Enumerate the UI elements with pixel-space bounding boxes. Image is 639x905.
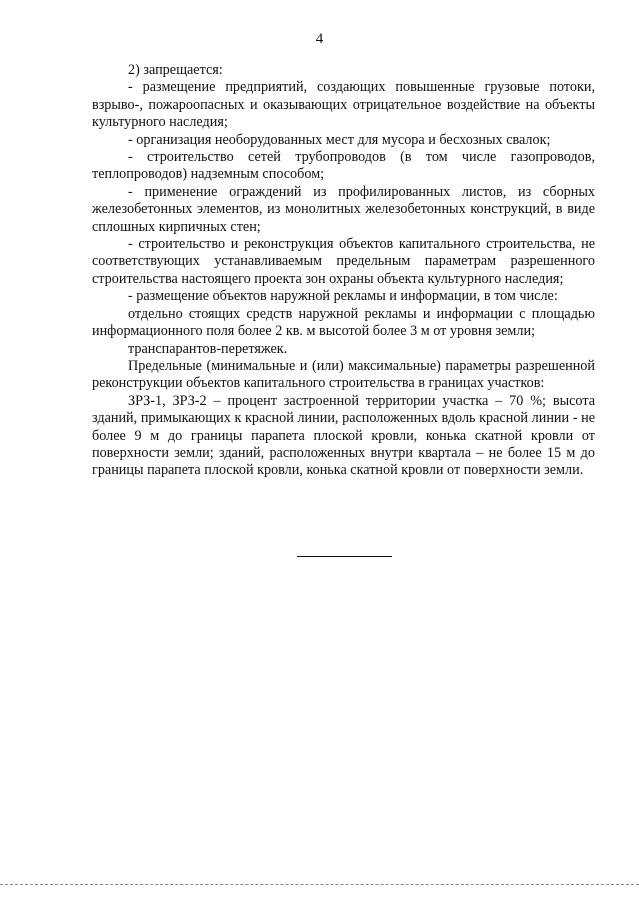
paragraph-parameters-heading: Предельные (минимальные и (или) максимальные) параметры разрешенной реконструкции объектов капитального строительства в границах участков:	[92, 357, 595, 392]
paragraph-prohibited-heading: 2) запрещается:	[128, 62, 223, 78]
paragraph-banners: транспарантов-перетяжек.	[128, 340, 288, 357]
document-body	[92, 62, 595, 480]
paragraph-zone-parameters: ЗРЗ-1, ЗРЗ-2 – процент застроенной территории участка – 70 %; высота зданий, примыкающих к красной линии, расположенных вдоль красной линии - не более 9 м до границы парапета плоской кровли, конька скатной кровли от поверхности земли; зданий, расположенных внутри квартала – не более 15 м до границы парапета плоской кровли, конька скатной кровли от поверхности земли.	[92, 392, 595, 479]
paragraph-pipelines: - строительство сетей трубопроводов (в том числе газопроводов, теплопроводов) надземным способом;	[92, 149, 595, 183]
paragraph-advertising: - размещение объектов наружной рекламы и информации, в том числе:	[128, 288, 558, 305]
paragraph-construction: - строительство и реконструкция объектов капитального строительства, не соответствующих устанавливаемым предельным параметрам разрешенного строительства настоящего проекта зон охраны объекта культурного наследия;	[92, 236, 595, 287]
paragraph-fences: - применение ограждений из профилированных листов, из сборных железобетонных элементов, из монолитных железобетонных конструкций, в виде сплошных кирпичных стен;	[92, 183, 595, 235]
page-number: 4	[315, 31, 324, 47]
paragraph-standalone-advertising: отдельно стоящих средств наружной рекламы и информации с площадью информационного поля более 2 кв. м высотой более 3 м от уровня земли;	[92, 305, 595, 340]
paragraph-enterprises: - размещение предприятий, создающих повышенные грузовые потоки, взрыво-, пожароопасных и оказывающих отрицательное воздействие на объекты культурного наследия;	[92, 79, 595, 131]
end-rule	[297, 556, 392, 557]
paragraph-waste-sites: - организация необорудованных мест для мусора и бесхозных свалок;	[128, 131, 551, 148]
scan-edge-line	[0, 884, 639, 885]
